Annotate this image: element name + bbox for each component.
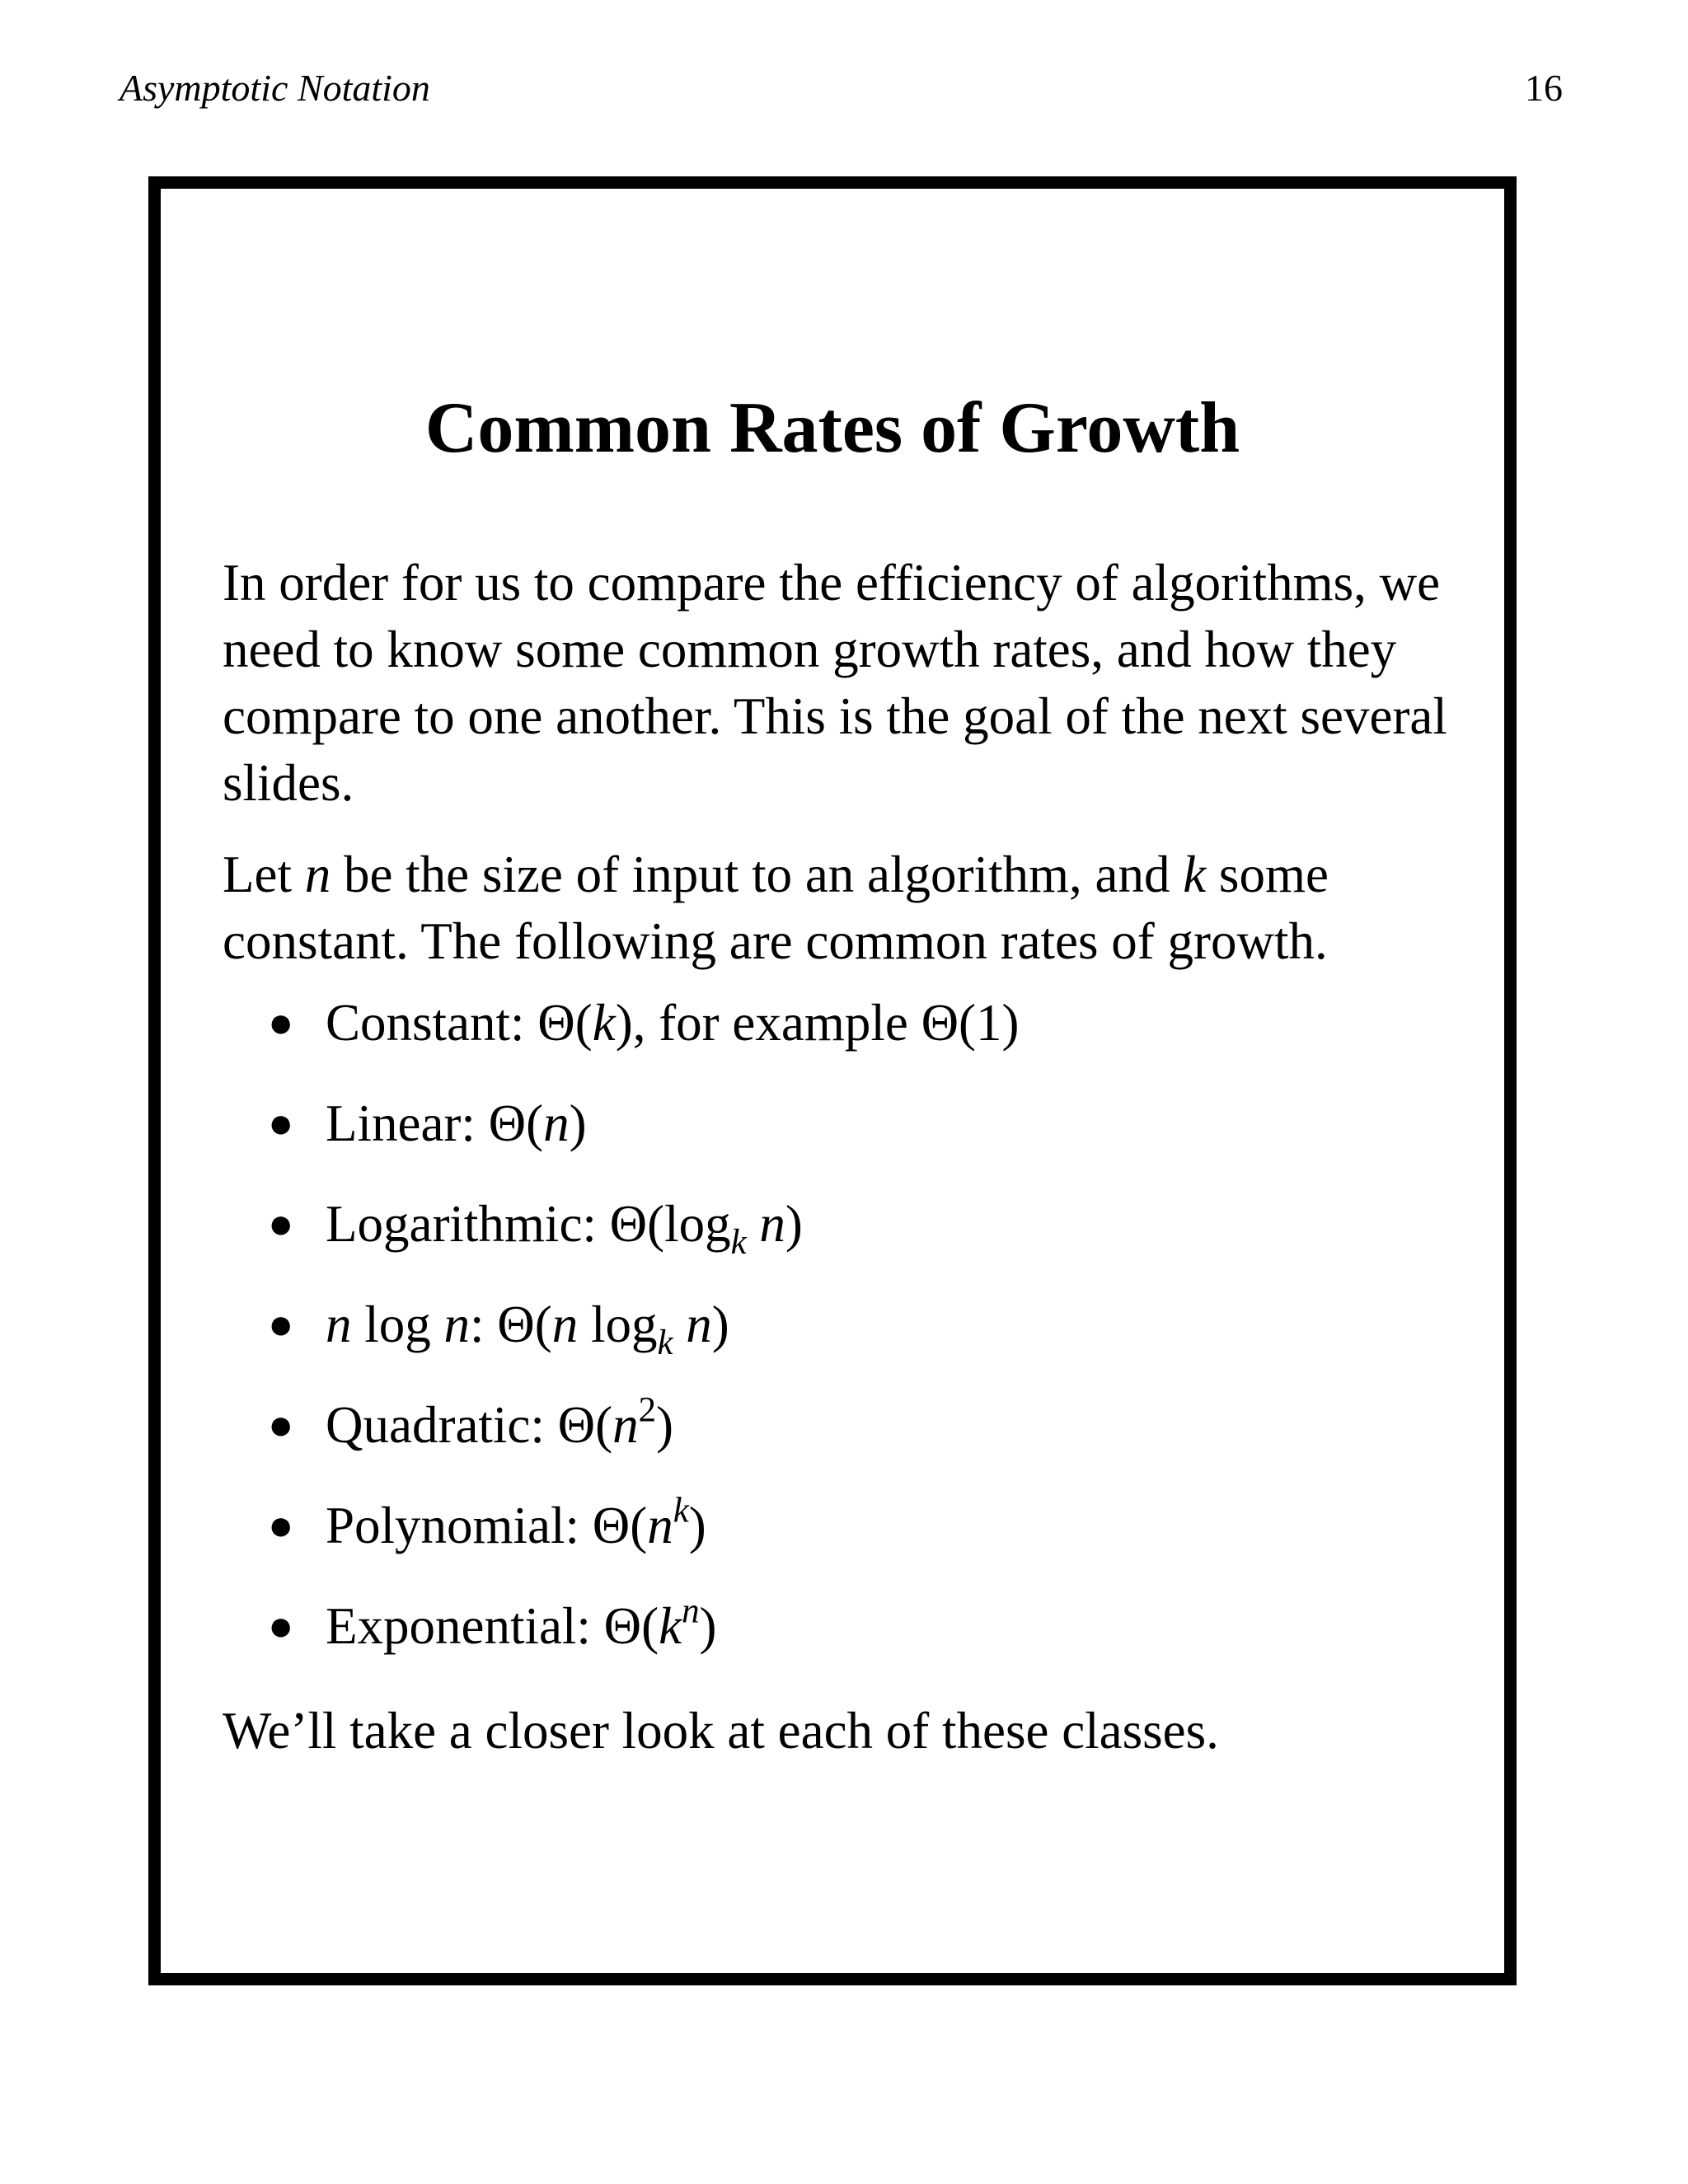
bullet-icon: ● (268, 1301, 294, 1348)
growth-rate-formula: $\Theta(k^n)$ (603, 1591, 717, 1655)
definition-text-end: some constant. The following are common rates of growth. (223, 846, 1329, 970)
slide-title: Common Rates of Growth (424, 388, 1240, 468)
definition-text-middle: be the size of input to an algorithm, and (331, 846, 1184, 903)
definition-paragraph (223, 841, 1475, 975)
growth-rate-label: Logarithmic: (326, 1195, 597, 1253)
growth-rate-constant (223, 990, 1475, 1090)
slide-body (223, 550, 1475, 1765)
growth-rate-label-math: n log n (326, 1296, 471, 1353)
growth-rate-formula: Θ(n $\log_k n$) (497, 1296, 729, 1362)
growth-rate-label: Linear: (326, 1094, 476, 1152)
growth-rate-formula: Θ(n) (488, 1094, 587, 1152)
growth-rate-logarithmic (223, 1191, 1475, 1291)
growth-rate-exponential (223, 1593, 1475, 1694)
intro-paragraph: In order for us to compare the efficiency of algorithms, we need to know some common growth rates, and how they compare to one another. This is the goal of the next several slides. (223, 554, 1447, 812)
growth-rate-label: Polynomial: (326, 1497, 580, 1554)
bullet-icon: ● (268, 1201, 294, 1248)
growth-rate-formula: Θ(k) (537, 994, 633, 1052)
growth-rate-formula: $\Theta(\log_k$ n) (609, 1195, 803, 1262)
growth-rate-polynomial (223, 1493, 1475, 1593)
slide-frame (148, 176, 1517, 1985)
growth-rate-label: Exponential: (326, 1597, 591, 1655)
variable-n: n (304, 846, 331, 903)
bullet-icon: ● (268, 1502, 294, 1549)
bullet-icon: ● (268, 1100, 294, 1147)
growth-rate-formula: $\Theta(n^2)$ (557, 1390, 674, 1454)
growth-rate-example-formula: Θ(1) (921, 994, 1020, 1052)
growth-rate-example-text: , for example (632, 994, 921, 1052)
growth-rate-label: Quadratic: (326, 1396, 545, 1454)
running-head-title: Asymptotic Notation (120, 67, 430, 109)
bullet-icon: ● (268, 1603, 294, 1650)
growth-rate-n-log-n (223, 1291, 1475, 1392)
growth-rate-label: Constant: (326, 994, 525, 1052)
definition-text-start: Let (223, 846, 305, 903)
bullet-icon: ● (268, 1000, 294, 1047)
growth-rate-linear (223, 1090, 1475, 1191)
growth-rate-quadratic (223, 1392, 1475, 1493)
bullet-icon: ● (268, 1402, 294, 1449)
closing-paragraph: We’ll take a closer look at each of these classes. (223, 1702, 1219, 1760)
growth-rate-label: : (470, 1296, 485, 1353)
page-number: 16 (1525, 67, 1563, 109)
growth-rate-list (223, 990, 1475, 1694)
growth-rate-formula: $\Theta(n^k)$ (592, 1491, 706, 1554)
variable-k: k (1183, 846, 1207, 903)
